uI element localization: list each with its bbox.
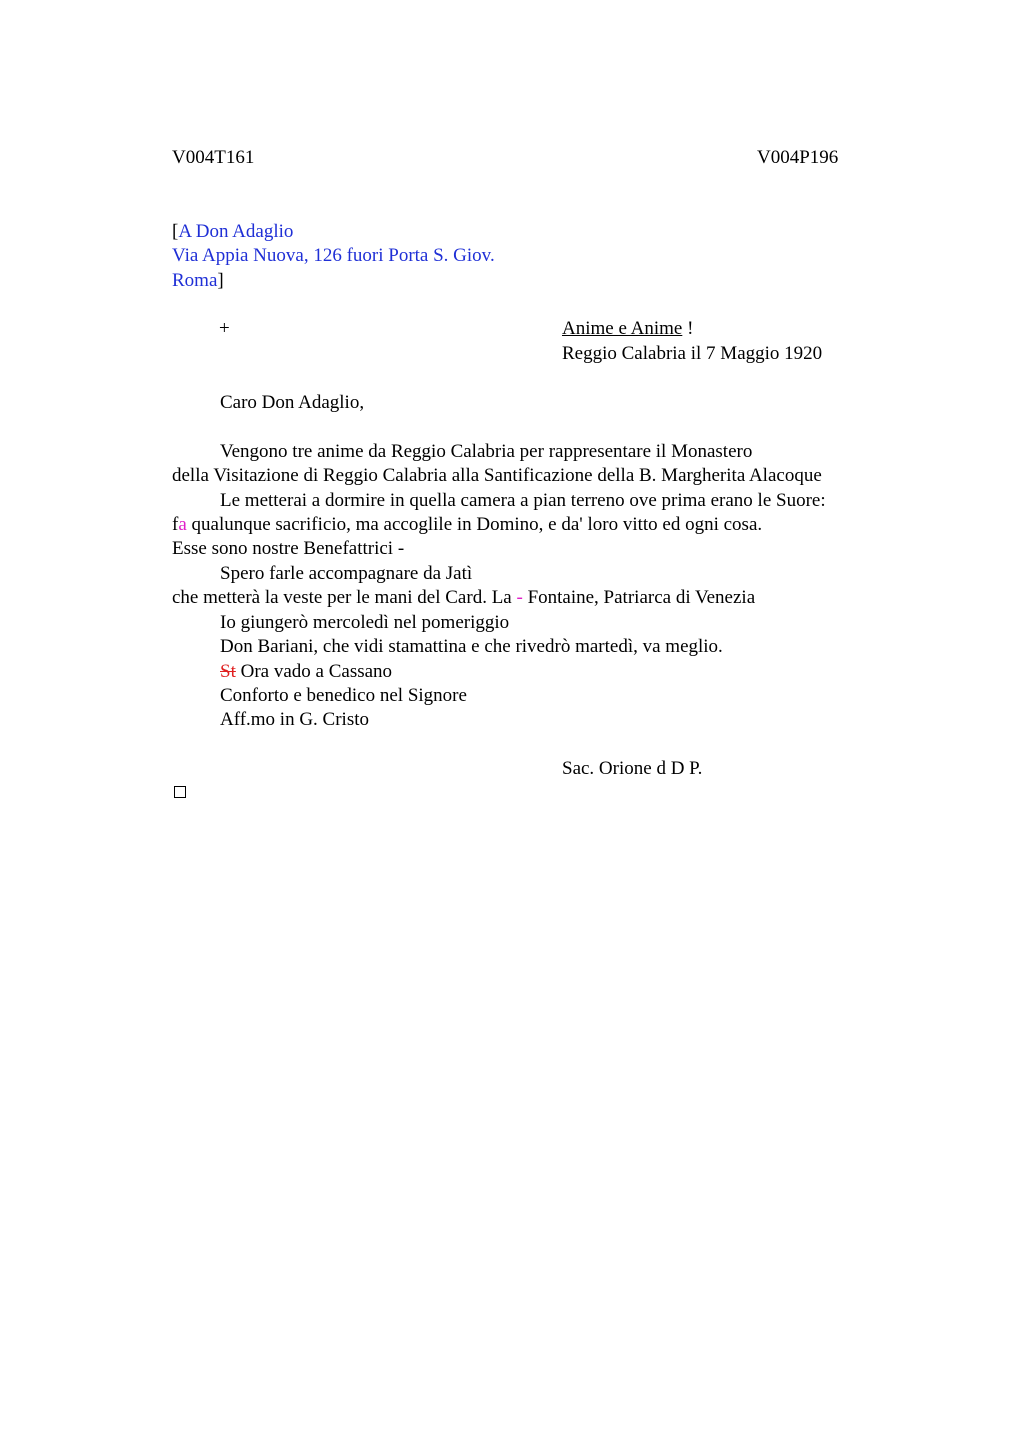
body-line-6: Spero farle accompagnare da Jatì xyxy=(220,563,473,584)
motto-suffix: ! xyxy=(682,318,694,339)
square-icon xyxy=(174,786,186,798)
signature: Sac. Orione d D P. xyxy=(562,758,703,779)
address-open-bracket: [ xyxy=(172,221,179,242)
insertion-mark: a xyxy=(178,514,187,535)
body-line-7 xyxy=(172,586,755,610)
body-line-1: Vengono tre anime da Reggio Calabria per rappresentare il Monastero xyxy=(220,441,753,462)
left-code: V004T161 xyxy=(172,147,255,168)
address-close-bracket: ] xyxy=(217,270,224,291)
body-line-5: Esse sono nostre Benefattrici - xyxy=(172,538,405,559)
word-fa-start: f xyxy=(172,514,179,535)
closing: Aff.mo in G. Cristo xyxy=(220,709,370,730)
motto: Anime e Anime xyxy=(562,318,683,339)
body-line-11: Conforto e benedico nel Signore xyxy=(220,685,467,706)
body-line-10 xyxy=(220,660,392,684)
insertion-dash: - xyxy=(516,587,523,608)
body-line-10-rest: Ora vado a Cassano xyxy=(235,661,393,682)
body-line-7-start: che metterà la veste per le mani del Card. La xyxy=(172,587,517,608)
body-line-4-rest: qualunque sacrificio, ma accoglile in Domino, e da' loro vitto ed ogni cosa. xyxy=(186,514,763,535)
deleted-text: St xyxy=(220,661,236,682)
address-recipient: A Don Adaglio xyxy=(178,221,294,242)
body-line-8: Io giungerò mercoledì nel pomeriggio xyxy=(220,612,510,633)
address-city: Roma xyxy=(172,270,218,291)
body-line-3: Le metterai a dormire in quella camera a pian terreno ove prima erano le Suore: xyxy=(220,490,826,511)
place-date: Reggio Calabria il 7 Maggio 1920 xyxy=(562,343,823,364)
body-line-7-rest: Fontaine, Patriarca di Venezia xyxy=(522,587,756,608)
body-line-4 xyxy=(172,513,762,537)
body-line-2: della Visitazione di Reggio Calabria alla Santificazione della B. Margherita Alacoque xyxy=(172,465,822,486)
cross-mark: + xyxy=(219,318,230,339)
address-line-1 xyxy=(172,220,293,244)
motto-line xyxy=(562,317,693,341)
address-line-3 xyxy=(172,269,224,293)
address-line-2: Via Appia Nuova, 126 fuori Porta S. Giov. xyxy=(172,245,495,266)
right-code: V004P196 xyxy=(757,147,839,168)
salutation: Caro Don Adaglio, xyxy=(220,392,365,413)
body-line-9: Don Bariani, che vidi stamattina e che rivedrò martedì, va meglio. xyxy=(220,636,723,657)
